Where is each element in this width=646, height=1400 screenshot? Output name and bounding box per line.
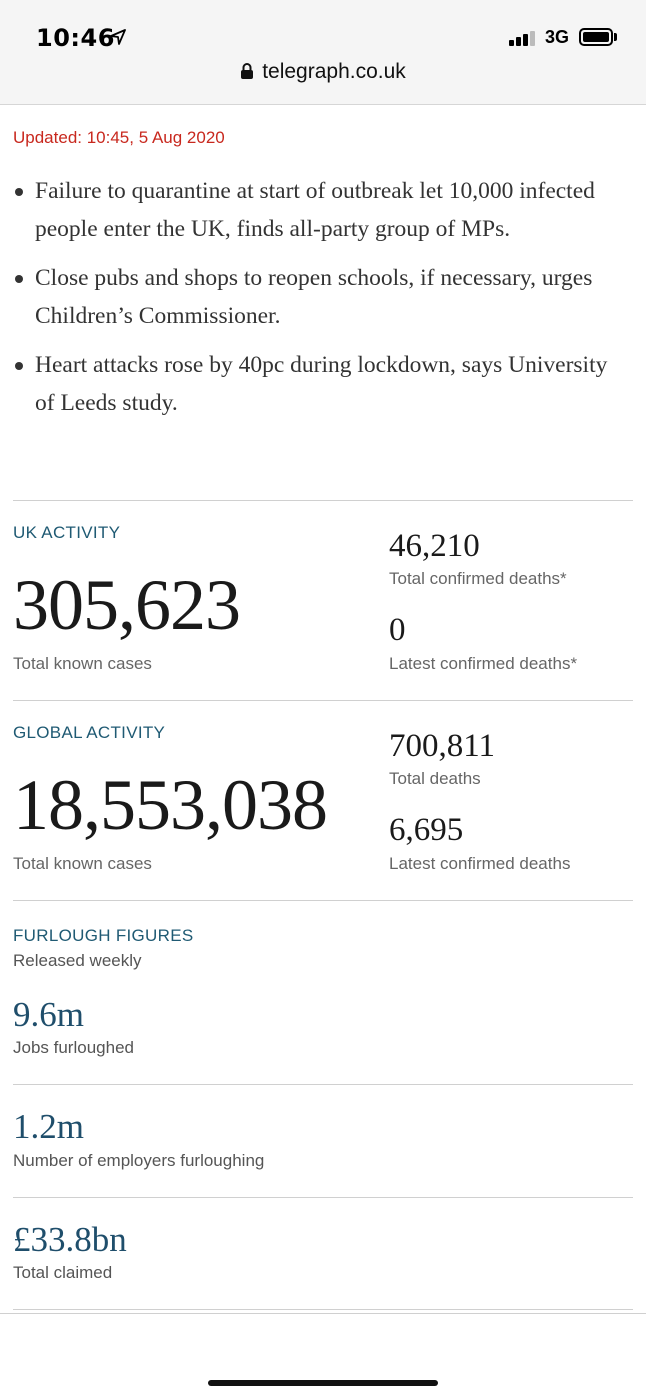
lock-icon <box>240 62 254 80</box>
divider <box>13 500 633 501</box>
furlough-employers-label: Number of employers furloughing <box>13 1151 265 1170</box>
battery-icon <box>579 28 613 46</box>
location-arrow-icon <box>110 29 126 45</box>
furlough-employers-value: 1.2m <box>13 1107 84 1146</box>
browser-chrome <box>0 0 646 105</box>
furlough-claimed-label: Total claimed <box>13 1263 113 1282</box>
uk-latest-deaths: 0 <box>389 612 406 648</box>
divider <box>13 1309 633 1310</box>
bullet-icon <box>15 188 23 196</box>
global-total-cases-label: Total known cases <box>13 854 152 873</box>
global-activity-heading: GLOBAL ACTIVITY <box>13 723 166 742</box>
bullet-icon <box>15 362 23 370</box>
global-total-deaths: 700,811 <box>389 728 496 764</box>
uk-latest-deaths-label: Latest confirmed deaths* <box>389 654 578 673</box>
global-total-deaths-label: Total deaths <box>389 769 481 788</box>
furlough-jobs-label: Jobs furloughed <box>13 1038 134 1057</box>
home-indicator[interactable] <box>208 1380 438 1386</box>
bullet-icon <box>15 275 23 283</box>
global-latest-deaths-label: Latest confirmed deaths <box>389 854 571 873</box>
list-item: Failure to quarantine at start of outbreak let 10,000 infected people enter the UK, finds all-party group of MPs. <box>13 172 631 248</box>
status-time: 10:46 <box>36 24 115 52</box>
furlough-claimed-value: £33.8bn <box>13 1220 127 1259</box>
furlough-sublabel: Released weekly <box>13 951 142 970</box>
key-points-list <box>13 172 631 433</box>
list-item: Heart attacks rose by 40pc during lockdown, says University of Leeds study. <box>13 346 631 422</box>
global-latest-deaths: 6,695 <box>389 812 464 848</box>
furlough-heading: FURLOUGH FIGURES <box>13 926 194 945</box>
network-type: 3G <box>545 27 570 47</box>
page-bottom-divider <box>0 1313 646 1314</box>
divider <box>13 1084 633 1085</box>
updated-timestamp: Updated: 10:45, 5 Aug 2020 <box>13 128 225 147</box>
uk-total-deaths: 46,210 <box>389 528 480 564</box>
uk-total-deaths-label: Total confirmed deaths* <box>389 569 567 588</box>
divider <box>13 900 633 901</box>
url-domain: telegraph.co.uk <box>262 60 406 83</box>
uk-total-cases: 305,623 <box>13 565 240 645</box>
uk-activity-heading: UK ACTIVITY <box>13 523 121 542</box>
list-item: Close pubs and shops to reopen schools, if necessary, urges Children’s Commissioner. <box>13 259 631 335</box>
furlough-jobs-value: 9.6m <box>13 995 84 1034</box>
divider <box>13 1197 633 1198</box>
url-bar[interactable] <box>0 60 646 84</box>
global-total-cases: 18,553,038 <box>13 765 327 845</box>
uk-total-cases-label: Total known cases <box>13 654 152 673</box>
signal-bars-icon <box>509 30 537 46</box>
divider <box>13 700 633 701</box>
battery-nub <box>614 33 617 41</box>
